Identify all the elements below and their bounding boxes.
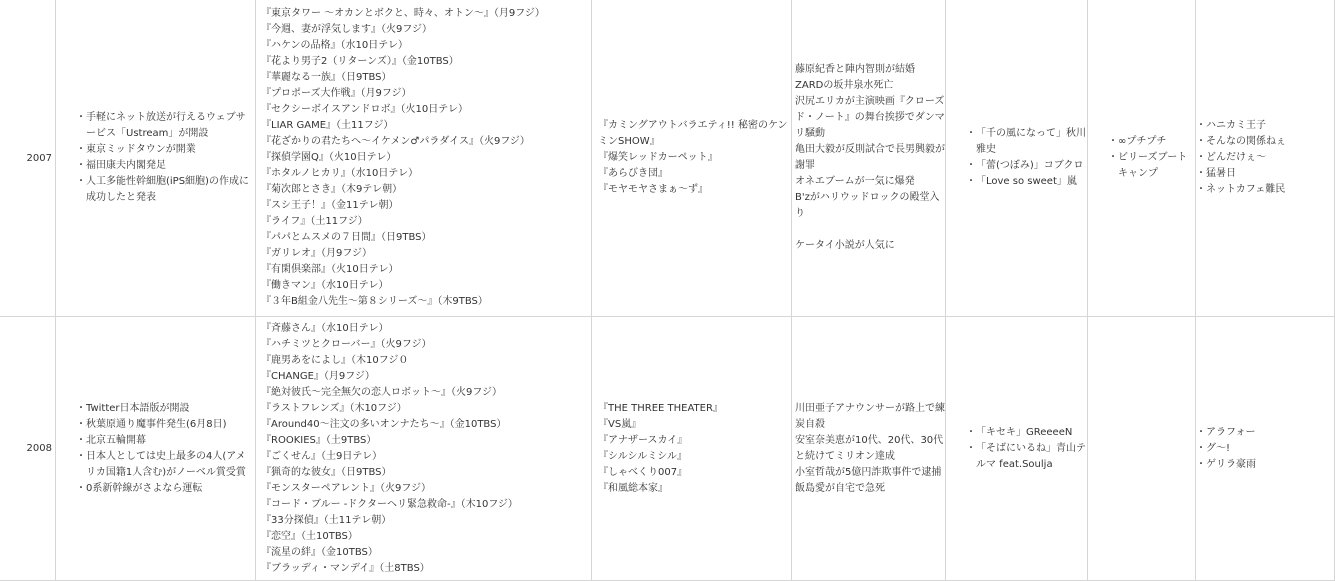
list-item: ケータイ小説が人気に [795, 240, 895, 251]
products-cell [1088, 0, 1196, 316]
list-item: 『Around40〜注文の多いオンナたち〜』（金10TBS） [261, 418, 507, 430]
list-item: 『アナザースカイ』 [598, 434, 688, 446]
list-item: ・ ∞プチプチ [1118, 134, 1195, 150]
events-cell [56, 317, 256, 580]
news-cell [792, 317, 946, 580]
list-item: ・ 秋葉原通り魔事件発生(6月8日) [86, 417, 255, 433]
year-cell [0, 0, 56, 316]
list-item: 『ハチミツとクローバー』（火9フジ） [261, 338, 432, 350]
list-item: 『和風総本家』 [598, 482, 668, 494]
list-item: ・ 日本人としては史上最多の4人(アメリカ国籍1人含む)がノーベル賞受賞 [86, 449, 255, 481]
list-item: ・ 北京五輪開幕 [86, 433, 255, 449]
products-cell [1088, 317, 1196, 580]
list-item: 『探偵学園Q』（火10日テレ） [261, 152, 397, 163]
table-row [0, 317, 1335, 581]
words-cell [1196, 317, 1335, 580]
dramas-cell [256, 317, 592, 580]
list-item: 『菊次郎とさき』（木9テレ朝） [261, 184, 403, 195]
list-item: 『プロポーズ大作戦』（月9フジ） [261, 88, 412, 99]
list-item: 『VS嵐』 [598, 418, 642, 430]
events-cell [56, 0, 256, 316]
list-item: 沢尻エリカが主演映画『クローズド・ノート』の舞台挨拶でダンマリ騒動 [795, 96, 945, 139]
list-item: ・ 人工多能性幹細胞(iPS細胞)の作成に成功したと発表 [86, 174, 255, 206]
list-item: 『カミングアウトバラエティ!! 秘密のケンミンSHOW』 [598, 120, 788, 147]
list-item: 『流星の絆』（金10TBS） [261, 546, 378, 558]
list-item: 『有閑倶楽部』（火10日テレ） [261, 264, 399, 275]
list-item: 『東京タワー 〜オカンとボクと、時々、オトン〜』（月9フジ） [261, 8, 545, 19]
list-item: ・ 0系新幹線がさよなら運転 [86, 481, 255, 497]
list-item: ・ 福田康夫内閣発足 [86, 158, 255, 174]
list-item [795, 222, 945, 238]
list-item: ・ ハニカミ王子 [1199, 118, 1286, 134]
list-item: 『花ざかりの君たちへ〜イケメン♂パラダイス』（火9フジ） [261, 136, 530, 147]
dramas-cell [256, 0, 592, 316]
list-item: 『モヤモヤさまぁ〜ず』 [598, 184, 708, 195]
list-item: 『モンスターペアレント』（火9フジ） [261, 482, 432, 494]
list-item: ・ 「千の風になって」秋川雅史 [976, 126, 1087, 158]
list-item: ・ 「そばにいるね」青山テルマ feat.Soulja [976, 441, 1087, 473]
list-item: 『恋空』（土10TBS） [261, 530, 358, 542]
list-item: 小室哲哉が5億円詐欺事件で逮捕 [795, 466, 942, 478]
list-item: 『華麗なる一族』（日9TBS） [261, 72, 392, 83]
list-item: 『花より男子2（リターンズ）』（金10TBS） [261, 56, 459, 67]
list-item: 『セクシーボイスアンドロボ』（火10日テレ） [261, 104, 469, 115]
list-item: ・ Twitter日本語版が開設 [86, 401, 255, 417]
list-item: 『３年B組金八先生〜第８シリーズ〜』（木9TBS） [261, 296, 488, 307]
words-cell [1196, 0, 1335, 316]
list-item: 『ブラッディ・マンデイ』（土8TBS） [261, 562, 430, 574]
songs-cell [946, 317, 1088, 580]
list-item: ・ ゲリラ豪雨 [1199, 457, 1256, 473]
year-cell [0, 317, 56, 580]
list-item: 安室奈美恵が10代、20代、30代と続けてミリオン達成 [795, 434, 944, 462]
list-item: B'zがハリウッドロックの殿堂入り [795, 192, 940, 219]
list-item: 『ガリレオ』（月9フジ） [261, 248, 372, 259]
list-item: 『斉藤さん』（水10日テレ） [261, 322, 389, 334]
list-item: 『CHANGE』（月9フジ） [261, 370, 375, 382]
list-item: 『ROOKIES』（土9TBS） [261, 434, 377, 446]
list-item: 『パパとムスメの７日間』（日9TBS） [261, 232, 432, 243]
list-item: 『LIAR GAME』（土11フジ） [261, 120, 394, 131]
list-item: 川田亜子アナウンサーが路上で練炭自殺 [795, 402, 945, 430]
news-cell [792, 0, 946, 316]
list-item: ・ 手軽にネット放送が行えるウェブサービス「Ustream」が開設 [86, 110, 255, 142]
list-item: 『スシ王子！』（金11テレ朝） [261, 200, 399, 211]
list-item: 『シルシルミシル』 [598, 450, 687, 462]
variety-cell [592, 317, 792, 580]
list-item: 『しゃべくり007』 [598, 466, 688, 478]
list-item: 『ごくせん』（土9日テレ） [261, 450, 383, 462]
list-item: 『ハケンの品格』（水10日テレ） [261, 40, 409, 51]
list-item: 『ホタルノヒカリ』（水10日テレ） [261, 168, 419, 179]
list-item: ZARDの坂井泉水死亡 [795, 80, 894, 91]
year-label: 2008 [26, 443, 52, 454]
list-item: ・ グ〜! [1199, 441, 1256, 457]
songs-cell [946, 0, 1088, 316]
list-item: ・ 東京ミッドタウンが開業 [86, 142, 255, 158]
list-item: 『THE THREE THEATER』 [598, 402, 723, 414]
list-item: ・ ネットカフェ難民 [1199, 182, 1286, 198]
list-item: ・ アラフォー [1199, 425, 1256, 441]
list-item: 『猟奇的な彼女』（日9TBS） [261, 466, 392, 478]
list-item: 『爆笑レッドカーペット』 [598, 152, 718, 163]
list-item: 『コード・ブルー -ドクターヘリ緊急救命-』（木10フジ） [261, 498, 518, 510]
list-item: ・ 「Love so sweet」嵐 [976, 174, 1087, 190]
list-item: 藤原紀香と陣内智則が結婚 [795, 64, 915, 75]
list-item: 飯島愛が自宅で急死 [795, 482, 885, 494]
list-item: ・ ビリーズブートキャンプ [1118, 150, 1195, 182]
list-item: 『今週、妻が浮気します』（火9フジ） [261, 24, 432, 35]
list-item: 『ライフ』（土11フジ） [261, 216, 368, 227]
list-item: ・ 「蕾(つぼみ)」コブクロ [976, 158, 1087, 174]
list-item: 『あらびき団』 [598, 168, 668, 179]
list-item: 『働きマン』（水10日テレ） [261, 280, 389, 291]
list-item: オネエブームが一気に爆発 [795, 176, 915, 187]
list-item: 『33分探偵』（土11テレ朝） [261, 514, 392, 526]
list-item: ・ 「キセキ」GReeeeN [976, 425, 1087, 441]
list-item: 亀田大毅が反則試合で長男興毅が謝罪 [795, 144, 945, 171]
list-item: ・ 猛暑日 [1199, 166, 1286, 182]
list-item: ・ どんだけぇ〜 [1199, 150, 1286, 166]
list-item: 『鹿男あをによし』（木10フジ０ [261, 354, 409, 366]
variety-cell [592, 0, 792, 316]
list-item: 『ラストフレンズ』（木10フジ） [261, 402, 407, 414]
year-label: 2007 [26, 152, 52, 164]
list-item: 『絶対彼氏〜完全無欠の恋人ロボット〜』（火9フジ） [261, 386, 502, 398]
list-item: ・ そんなの関係ねぇ [1199, 134, 1286, 150]
